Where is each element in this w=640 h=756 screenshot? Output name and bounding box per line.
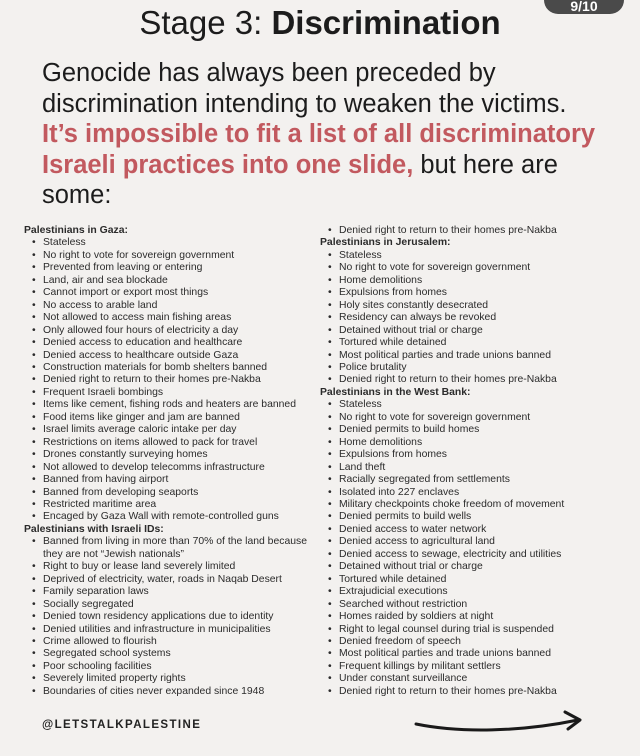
- list-item: • Denied right to return to their homes pre-Nakba: [24, 374, 324, 386]
- list-item: • Drones constantly surveying homes: [24, 449, 324, 461]
- left-column: [24, 225, 324, 698]
- list-item: • Tortured while detained: [320, 337, 620, 349]
- list-item: • Denied right to return to their homes pre-Nakba: [320, 225, 620, 237]
- list-item: • Expulsions from homes: [320, 287, 620, 299]
- intro-paragraph: [42, 58, 602, 211]
- section-heading-jerusalem: Palestinians in Jerusalem:: [320, 237, 451, 249]
- list-item: • Denied access to healthcare outside Gaza: [24, 350, 324, 362]
- list-item: • Poor schooling facilities: [24, 661, 324, 673]
- intro-part2: but here are some:: [42, 150, 558, 209]
- list-item: • Detained without trial or charge: [320, 325, 620, 337]
- section-heading-israeli-ids: Palestinians with Israeli IDs:: [24, 523, 164, 535]
- list-item: • Denied permits to build wells: [320, 511, 620, 523]
- list-item: • Frequent Israeli bombings: [24, 387, 324, 399]
- list-item: • Denied access to sewage, electricity and utilities: [320, 549, 620, 561]
- list-item: • Denied right to return to their homes pre-Nakba: [320, 686, 620, 698]
- list-item: • Land theft: [320, 462, 620, 474]
- list-item: • Home demolitions: [320, 275, 620, 287]
- jerusalem-list: [320, 250, 620, 387]
- title-bold: Discrimination: [271, 4, 501, 41]
- list-item: • Denied permits to build homes: [320, 424, 620, 436]
- list-item: • Stateless: [320, 399, 620, 411]
- list-item: • Not allowed to develop telecomms infrastructure: [24, 462, 324, 474]
- list-item: • Extrajudicial executions: [320, 586, 620, 598]
- intro-highlight: It’s impossible to fit a list of all discriminatory Israeli practices into one slide,: [42, 120, 596, 179]
- list-item: • Police brutality: [320, 362, 620, 374]
- list-item: • Detained without trial or charge: [320, 561, 620, 573]
- page-title: [0, 4, 640, 42]
- list-item: • Banned from living in more than 70% of the land because they are not “Jewish nationals”: [24, 536, 324, 561]
- list-item: • Segregated school systems: [24, 648, 324, 660]
- list-item: • Restricted maritime area: [24, 499, 324, 511]
- list-item: • Military checkpoints choke freedom of movement: [320, 499, 620, 511]
- right-top-list: [320, 225, 620, 237]
- list-item: • Denied utilities and infrastructure in municipalities: [24, 624, 324, 636]
- list-item: • Tortured while detained: [320, 574, 620, 586]
- list-item: • Searched without restriction: [320, 599, 620, 611]
- list-item: • Most political parties and trade unions banned: [320, 648, 620, 660]
- list-item: • Encaged by Gaza Wall with remote-controlled guns: [24, 511, 324, 523]
- list-item: • Stateless: [320, 250, 620, 262]
- list-item: • Right to legal counsel during trial is suspended: [320, 624, 620, 636]
- list-item: • Denied freedom of speech: [320, 636, 620, 648]
- list-item: • Banned from developing seaports: [24, 487, 324, 499]
- arrow-right-icon: [410, 704, 590, 734]
- list-item: • Israel limits average caloric intake per day: [24, 424, 324, 436]
- list-item: • Deprived of electricity, water, roads in Naqab Desert: [24, 574, 324, 586]
- list-item: • Isolated into 227 enclaves: [320, 487, 620, 499]
- list-item: • Food items like ginger and jam are banned: [24, 412, 324, 424]
- israeli-ids-list: [24, 536, 324, 698]
- list-item: • Homes raided by soldiers at night: [320, 611, 620, 623]
- list-item: • Prevented from leaving or entering: [24, 262, 324, 274]
- section-heading-gaza: Palestinians in Gaza:: [24, 225, 128, 236]
- list-item: • Denied access to agricultural land: [320, 536, 620, 548]
- list-item: • Racially segregated from settlements: [320, 474, 620, 486]
- list-item: • Under constant surveillance: [320, 673, 620, 685]
- list-item: • Most political parties and trade unions banned: [320, 350, 620, 362]
- section-heading-west-bank: Palestinians in the West Bank:: [320, 386, 471, 398]
- list-item: • Banned from having airport: [24, 474, 324, 486]
- list-item: • Holy sites constantly desecrated: [320, 300, 620, 312]
- title-prefix: Stage 3:: [139, 4, 272, 41]
- list-item: • Crime allowed to flourish: [24, 636, 324, 648]
- list-item: • Items like cement, fishing rods and heaters are banned: [24, 399, 324, 411]
- list-item: • Severely limited property rights: [24, 673, 324, 685]
- list-item: • Land, air and sea blockade: [24, 275, 324, 287]
- list-item: • Boundaries of cities never expanded since 1948: [24, 686, 324, 698]
- list-item: • Restrictions on items allowed to pack for travel: [24, 437, 324, 449]
- account-handle: @LETSTALKPALESTINE: [42, 719, 202, 731]
- list-item: • Construction materials for bomb shelters banned: [24, 362, 324, 374]
- list-item: • No right to vote for sovereign government: [24, 250, 324, 262]
- intro-part1: Genocide has always been preceded by discrimination intending to weaken the victims.: [42, 59, 567, 118]
- west-bank-list: [320, 399, 620, 698]
- list-item: • Denied right to return to their homes pre-Nakba: [320, 374, 620, 386]
- list-item: • Residency can always be revoked: [320, 312, 620, 324]
- right-column: [320, 225, 620, 698]
- list-item: • Denied access to education and healthcare: [24, 337, 324, 349]
- list-item: • Expulsions from homes: [320, 449, 620, 461]
- list-item: • Stateless: [24, 237, 324, 249]
- list-item: • Only allowed four hours of electricity a day: [24, 325, 324, 337]
- gaza-list: [24, 237, 324, 523]
- list-item: • No right to vote for sovereign government: [320, 262, 620, 274]
- list-item: • Denied town residency applications due to identity: [24, 611, 324, 623]
- list-item: • No right to vote for sovereign government: [320, 412, 620, 424]
- list-item: • Frequent killings by militant settlers: [320, 661, 620, 673]
- page-indicator-badge: 9/10: [544, 0, 624, 14]
- list-item: • Home demolitions: [320, 437, 620, 449]
- list-item: • Cannot import or export most things: [24, 287, 324, 299]
- list-item: • Family separation laws: [24, 586, 324, 598]
- list-item: • Denied access to water network: [320, 524, 620, 536]
- list-item: • Not allowed to access main fishing areas: [24, 312, 324, 324]
- list-item: • No access to arable land: [24, 300, 324, 312]
- list-item: • Socially segregated: [24, 599, 324, 611]
- list-item: • Right to buy or lease land severely limited: [24, 561, 324, 573]
